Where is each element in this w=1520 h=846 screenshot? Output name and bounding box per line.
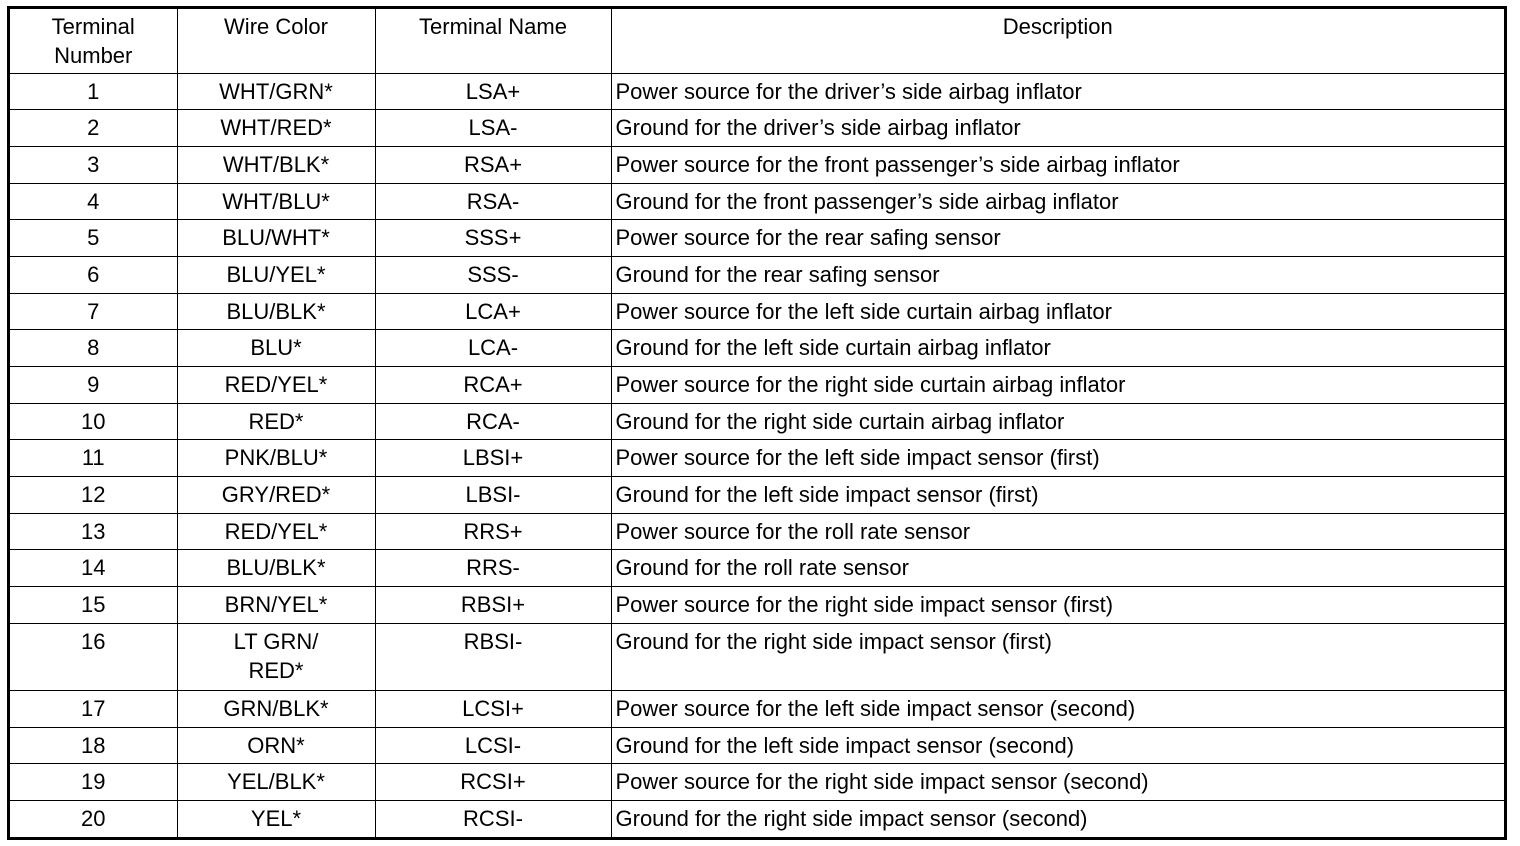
cell-wire-color: ORN*	[177, 727, 375, 764]
cell-terminal-number: 17	[10, 690, 177, 727]
cell-description: Ground for the driver’s side airbag inflator	[611, 110, 1504, 147]
cell-description: Power source for the front passenger’s side airbag inflator	[611, 146, 1504, 183]
cell-description: Ground for the left side impact sensor (first)	[611, 477, 1504, 514]
cell-description: Ground for the right side impact sensor (second)	[611, 800, 1504, 837]
table-row	[10, 183, 1504, 220]
cell-terminal-name: LBSI-	[375, 477, 611, 514]
cell-wire-color: RED*	[177, 403, 375, 440]
cell-terminal-number: 19	[10, 764, 177, 801]
cell-wire-color: PNK/BLU*	[177, 440, 375, 477]
cell-wire-color: WHT/GRN*	[177, 73, 375, 110]
table-row	[10, 256, 1504, 293]
cell-terminal-name: RRS-	[375, 550, 611, 587]
cell-description: Ground for the front passenger’s side airbag inflator	[611, 183, 1504, 220]
cell-terminal-name: LCA+	[375, 293, 611, 330]
cell-terminal-name: RCA-	[375, 403, 611, 440]
cell-terminal-number: 10	[10, 403, 177, 440]
cell-description: Ground for the right side curtain airbag inflator	[611, 403, 1504, 440]
table-row	[10, 800, 1504, 837]
table-row	[10, 293, 1504, 330]
cell-terminal-name: RCA+	[375, 367, 611, 404]
cell-wire-color: RED/YEL*	[177, 367, 375, 404]
cell-description: Power source for the right side impact sensor (second)	[611, 764, 1504, 801]
table-row	[10, 220, 1504, 257]
cell-wire-color: RED/YEL*	[177, 513, 375, 550]
cell-terminal-number: 4	[10, 183, 177, 220]
cell-description: Power source for the left side curtain airbag inflator	[611, 293, 1504, 330]
cell-terminal-name: LCSI+	[375, 690, 611, 727]
cell-description: Ground for the left side impact sensor (second)	[611, 727, 1504, 764]
table-row	[10, 110, 1504, 147]
cell-terminal-number: 9	[10, 367, 177, 404]
cell-terminal-name: RCSI+	[375, 764, 611, 801]
cell-terminal-name: SSS+	[375, 220, 611, 257]
table-row	[10, 764, 1504, 801]
table-row	[10, 73, 1504, 110]
cell-wire-color: BRN/YEL*	[177, 587, 375, 624]
cell-description: Ground for the roll rate sensor	[611, 550, 1504, 587]
cell-terminal-name: RSA-	[375, 183, 611, 220]
cell-terminal-name: RBSI-	[375, 623, 611, 690]
cell-terminal-name: RCSI-	[375, 800, 611, 837]
cell-terminal-number: 5	[10, 220, 177, 257]
table-row	[10, 690, 1504, 727]
header-terminal-name: Terminal Name	[375, 9, 611, 73]
cell-terminal-number: 16	[10, 623, 177, 690]
table-row	[10, 403, 1504, 440]
table-row	[10, 550, 1504, 587]
cell-wire-color: BLU/BLK*	[177, 293, 375, 330]
table-row	[10, 367, 1504, 404]
cell-description: Power source for the driver’s side airbag inflator	[611, 73, 1504, 110]
cell-description: Ground for the rear safing sensor	[611, 256, 1504, 293]
cell-description: Ground for the right side impact sensor (first)	[611, 623, 1504, 690]
cell-description: Power source for the left side impact sensor (second)	[611, 690, 1504, 727]
cell-terminal-number: 18	[10, 727, 177, 764]
cell-wire-color: BLU/YEL*	[177, 256, 375, 293]
cell-wire-color: GRN/BLK*	[177, 690, 375, 727]
cell-wire-color: GRY/RED*	[177, 477, 375, 514]
table-header-row	[10, 9, 1504, 73]
cell-terminal-number: 7	[10, 293, 177, 330]
cell-terminal-number: 20	[10, 800, 177, 837]
cell-wire-color: WHT/BLK*	[177, 146, 375, 183]
cell-description: Power source for the left side impact sensor (first)	[611, 440, 1504, 477]
cell-description: Ground for the left side curtain airbag inflator	[611, 330, 1504, 367]
header-terminal-number: Terminal Number	[10, 9, 177, 73]
cell-wire-color: BLU/BLK*	[177, 550, 375, 587]
table-row	[10, 513, 1504, 550]
cell-description: Power source for the right side curtain airbag inflator	[611, 367, 1504, 404]
cell-terminal-name: LSA-	[375, 110, 611, 147]
cell-terminal-name: LCSI-	[375, 727, 611, 764]
cell-wire-color: LT GRN/ RED*	[177, 623, 375, 690]
cell-terminal-number: 14	[10, 550, 177, 587]
table-row	[10, 330, 1504, 367]
cell-terminal-number: 8	[10, 330, 177, 367]
cell-terminal-name: RRS+	[375, 513, 611, 550]
cell-terminal-number: 11	[10, 440, 177, 477]
cell-terminal-name: RBSI+	[375, 587, 611, 624]
cell-terminal-name: LCA-	[375, 330, 611, 367]
cell-description: Power source for the roll rate sensor	[611, 513, 1504, 550]
table-row	[10, 623, 1504, 690]
cell-wire-color: BLU*	[177, 330, 375, 367]
cell-terminal-number: 12	[10, 477, 177, 514]
terminal-table-frame	[7, 6, 1507, 840]
table-row	[10, 477, 1504, 514]
cell-description: Power source for the rear safing sensor	[611, 220, 1504, 257]
cell-terminal-number: 13	[10, 513, 177, 550]
cell-terminal-name: LSA+	[375, 73, 611, 110]
terminal-table	[10, 9, 1504, 837]
table-row	[10, 440, 1504, 477]
cell-wire-color: BLU/WHT*	[177, 220, 375, 257]
cell-terminal-name: RSA+	[375, 146, 611, 183]
table-row	[10, 587, 1504, 624]
table-row	[10, 146, 1504, 183]
cell-terminal-number: 3	[10, 146, 177, 183]
cell-terminal-number: 1	[10, 73, 177, 110]
cell-terminal-name: LBSI+	[375, 440, 611, 477]
table-row	[10, 727, 1504, 764]
cell-wire-color: YEL*	[177, 800, 375, 837]
cell-wire-color: YEL/BLK*	[177, 764, 375, 801]
cell-terminal-number: 15	[10, 587, 177, 624]
cell-terminal-number: 2	[10, 110, 177, 147]
cell-wire-color: WHT/RED*	[177, 110, 375, 147]
cell-description: Power source for the right side impact sensor (first)	[611, 587, 1504, 624]
header-description: Description	[611, 9, 1504, 73]
cell-terminal-number: 6	[10, 256, 177, 293]
cell-wire-color: WHT/BLU*	[177, 183, 375, 220]
header-wire-color: Wire Color	[177, 9, 375, 73]
cell-terminal-name: SSS-	[375, 256, 611, 293]
